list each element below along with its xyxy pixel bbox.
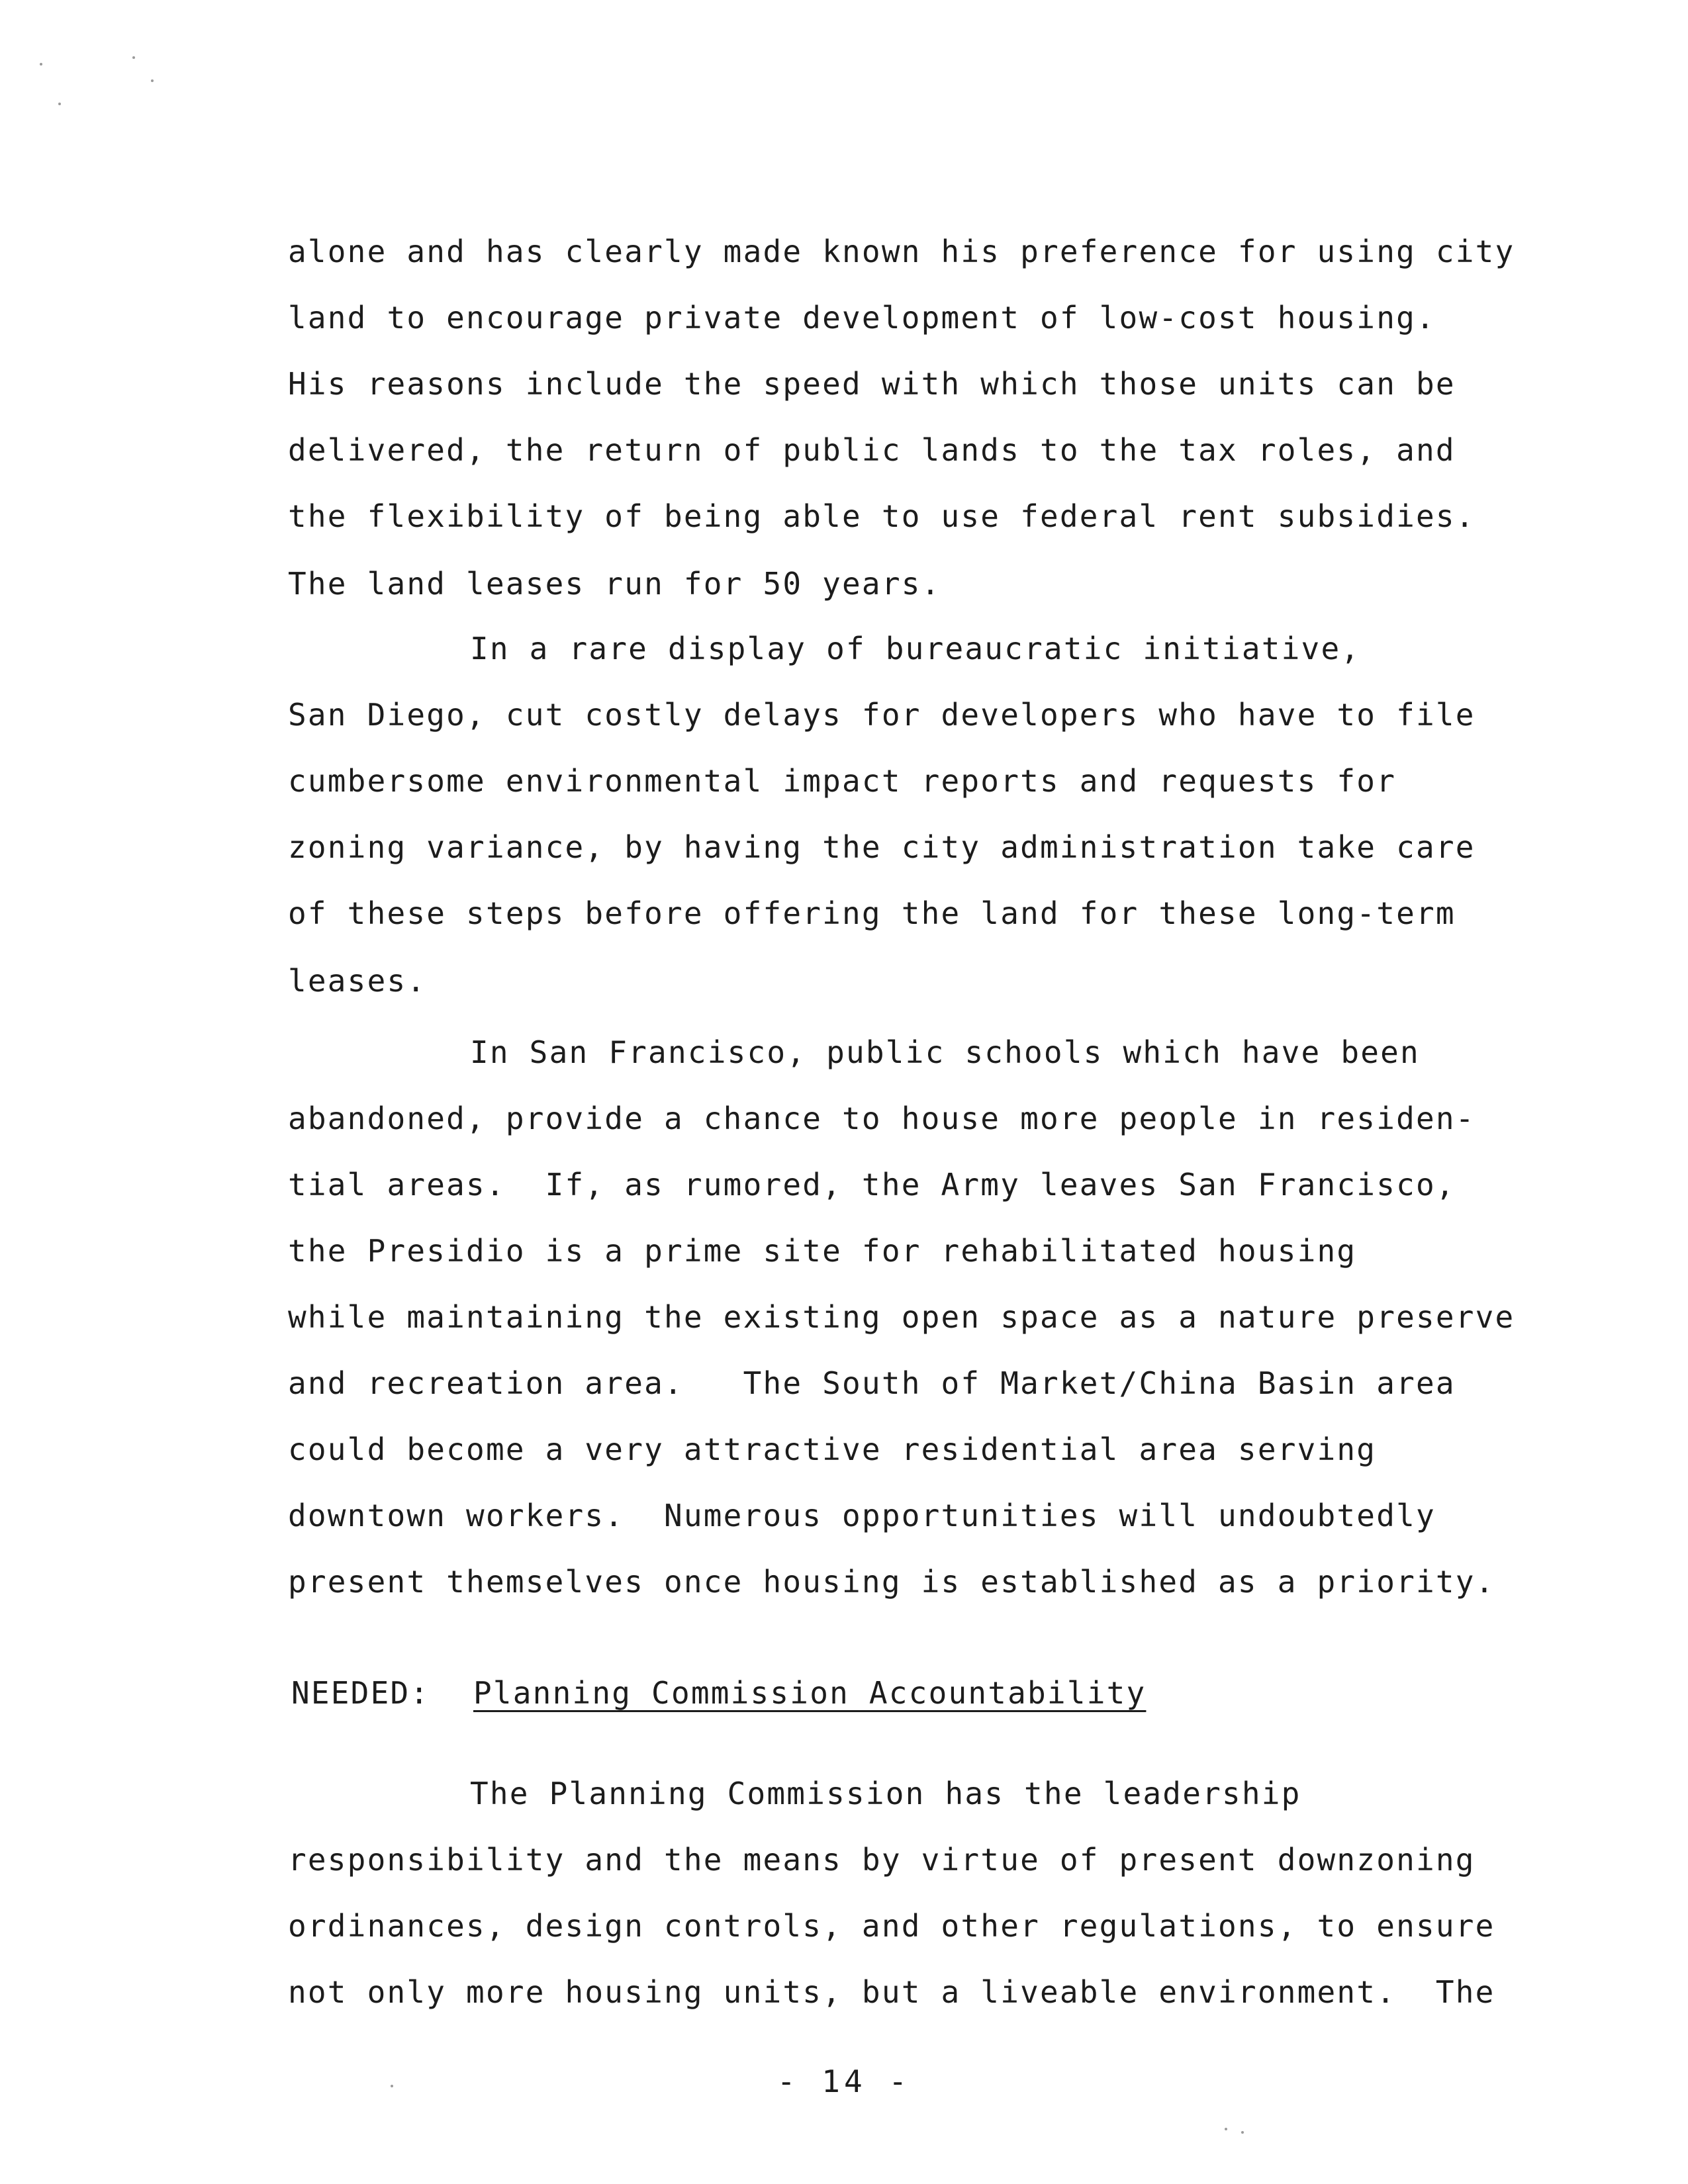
text-line: and recreation area. The South of Market/China Basin area bbox=[288, 1365, 1456, 1401]
scan-speck bbox=[132, 56, 135, 59]
text-line: The Planning Commission has the leadership bbox=[470, 1776, 1301, 1811]
text-line: zoning variance, by having the city administration take care bbox=[288, 829, 1476, 865]
text-line: ordinances, design controls, and other regulations, to ensure bbox=[288, 1908, 1495, 1944]
text-line: the flexibility of being able to use federal rent subsidies. bbox=[288, 498, 1476, 534]
scan-speck bbox=[1241, 2131, 1244, 2134]
text-line: present themselves once housing is established as a priority. bbox=[288, 1564, 1495, 1600]
text-line: while maintaining the existing open space as a nature preserve bbox=[288, 1299, 1515, 1335]
text-line: abandoned, provide a chance to house more people in residen- bbox=[288, 1101, 1476, 1136]
text-line: tial areas. If, as rumored, the Army leaves San Francisco, bbox=[288, 1167, 1456, 1203]
text-line: the Presidio is a prime site for rehabilitated housing bbox=[288, 1233, 1357, 1269]
text-line: cumbersome environmental impact reports and requests for bbox=[288, 763, 1397, 799]
heading-label: NEEDED: bbox=[291, 1675, 430, 1711]
text-line: San Diego, cut costly delays for developers who have to file bbox=[288, 697, 1476, 733]
page-number: - 14 - bbox=[776, 2064, 912, 2099]
text-line: leases. bbox=[288, 963, 427, 999]
scan-speck bbox=[151, 79, 154, 82]
text-line: In San Francisco, public schools which have been bbox=[470, 1034, 1420, 1070]
scan-speck bbox=[58, 103, 61, 105]
text-line: His reasons include the speed with which those units can be bbox=[288, 366, 1456, 402]
text-line: The land leases run for 50 years. bbox=[288, 566, 941, 602]
text-line: responsibility and the means by virtue of present downzoning bbox=[288, 1842, 1476, 1878]
text-line: of these steps before offering the land for these long-term bbox=[288, 895, 1456, 931]
scan-speck bbox=[391, 2085, 393, 2087]
scan-speck bbox=[1225, 2128, 1227, 2130]
text-line: not only more housing units, but a liveable environment. The bbox=[288, 1974, 1495, 2010]
text-line: land to encourage private development of low-cost housing. bbox=[288, 300, 1436, 336]
heading-title: Planning Commission Accountability bbox=[473, 1675, 1147, 1711]
text-line: delivered, the return of public lands to the tax roles, and bbox=[288, 432, 1456, 468]
text-line: could become a very attractive residential area serving bbox=[288, 1432, 1377, 1467]
text-line: downtown workers. Numerous opportunities will undoubtedly bbox=[288, 1498, 1436, 1533]
text-line: In a rare display of bureaucratic initiative, bbox=[470, 631, 1361, 666]
scan-speck bbox=[40, 63, 42, 66]
text-line: alone and has clearly made known his preference for using city bbox=[288, 234, 1515, 269]
